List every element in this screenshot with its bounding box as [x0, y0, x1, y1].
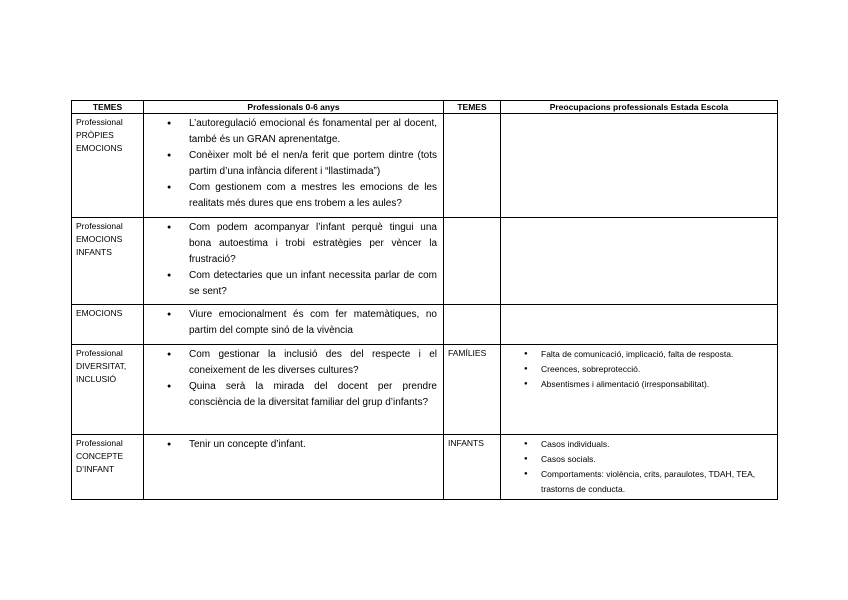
list-item: ● Falta de comunicació, implicació, falta de resposta. — [505, 347, 771, 362]
list-item: ● Comportaments: violència, crits, paraulotes, TDAH, TEA, trastorns de conducta. — [505, 467, 771, 497]
topic-line: CONCEPTE — [76, 451, 124, 461]
topic-line: Professional — [76, 221, 123, 231]
table-row — [72, 435, 778, 500]
table-row — [72, 345, 778, 435]
professionals-list — [148, 347, 437, 411]
professionals-cell — [144, 114, 444, 218]
topic-line: Professional — [76, 348, 123, 358]
topic-line: INFANTS — [76, 247, 112, 257]
list-item: ● L’autoregulació emocional és fonamental per al docent, també és un GRAN aprenentatge. — [148, 116, 437, 148]
topic2-cell — [444, 114, 501, 218]
topic-cell — [72, 345, 144, 435]
professionals-list — [148, 116, 437, 212]
professionals-list — [148, 437, 437, 453]
list-item: ● Quina serà la mirada del docent per prendre consciència de la diversitat familiar del grup d’infants? — [148, 379, 437, 411]
list-item: ● Casos socials. — [505, 452, 771, 467]
concerns-cell — [501, 114, 778, 218]
topic-line: EMOCIONS — [76, 234, 123, 244]
table-row — [72, 114, 778, 218]
header-temes-1: TEMES — [72, 101, 144, 114]
professionals-cell — [144, 435, 444, 500]
topic-line: EMOCIONS — [76, 308, 123, 318]
concerns-cell — [501, 345, 778, 435]
list-item: ● Tenir un concepte d’infant. — [148, 437, 437, 453]
topic-line: EMOCIONS — [76, 143, 123, 153]
list-item: ● Absentismes i alimentació (irresponsabilitat). — [505, 377, 771, 392]
topic-line: DIVERSITAT, — [76, 361, 127, 371]
list-item: ● Com podem acompanyar l’infant perquè tingui una bona autoestima i trobi estratègies per vèncer la frustració? — [148, 220, 437, 268]
topic-cell — [72, 114, 144, 218]
concerns-cell — [501, 305, 778, 345]
list-item: ● Creences, sobreprotecció. — [505, 362, 771, 377]
header-professionals: Professionals 0-6 anys — [144, 101, 444, 114]
topic-line: INCLUSIÓ — [76, 374, 117, 384]
topic-cell — [72, 218, 144, 305]
list-item: ● Com detectaries que un infant necessita parlar de com se sent? — [148, 268, 437, 300]
professionals-cell — [144, 345, 444, 435]
professionals-cell — [144, 218, 444, 305]
topic2-cell — [444, 218, 501, 305]
concerns-cell — [501, 218, 778, 305]
table-row — [72, 218, 778, 305]
concerns-list — [505, 437, 771, 497]
topic-cell — [72, 435, 144, 500]
list-item: ● Com gestionar la inclusió des del respecte i el coneixement de les diverses cultures? — [148, 347, 437, 379]
topic-line: Professional — [76, 438, 123, 448]
topic-line: D’INFANT — [76, 464, 115, 474]
list-item: ● Com gestionem com a mestres les emocions de les realitats més dures que ens trobem a les aules? — [148, 180, 437, 212]
header-temes-2: TEMES — [444, 101, 501, 114]
header-row — [72, 101, 778, 114]
list-item: ● Casos individuals. — [505, 437, 771, 452]
topic-cell — [72, 305, 144, 345]
header-preocupacions: Preocupacions professionals Estada Escola — [501, 101, 778, 114]
topic2-cell: FAMÍLIES — [444, 345, 501, 435]
table-row — [72, 305, 778, 345]
concerns-cell — [501, 435, 778, 500]
topic-line: Professional — [76, 117, 123, 127]
professionals-list — [148, 307, 437, 339]
topic2-cell — [444, 305, 501, 345]
professionals-cell — [144, 305, 444, 345]
professionals-list — [148, 220, 437, 300]
topics-table — [71, 100, 778, 500]
list-item: ● Conèixer molt bé el nen/a ferit que portem dintre (tots partim d’una infància diferent i “llastimada”) — [148, 148, 437, 180]
concerns-list — [505, 347, 771, 392]
topic2-cell: INFANTS — [444, 435, 501, 500]
list-item: ● Viure emocionalment és com fer matemàtiques, no partim del compte sinó de la vivència — [148, 307, 437, 339]
topic-line: PRÒPIES — [76, 130, 114, 140]
